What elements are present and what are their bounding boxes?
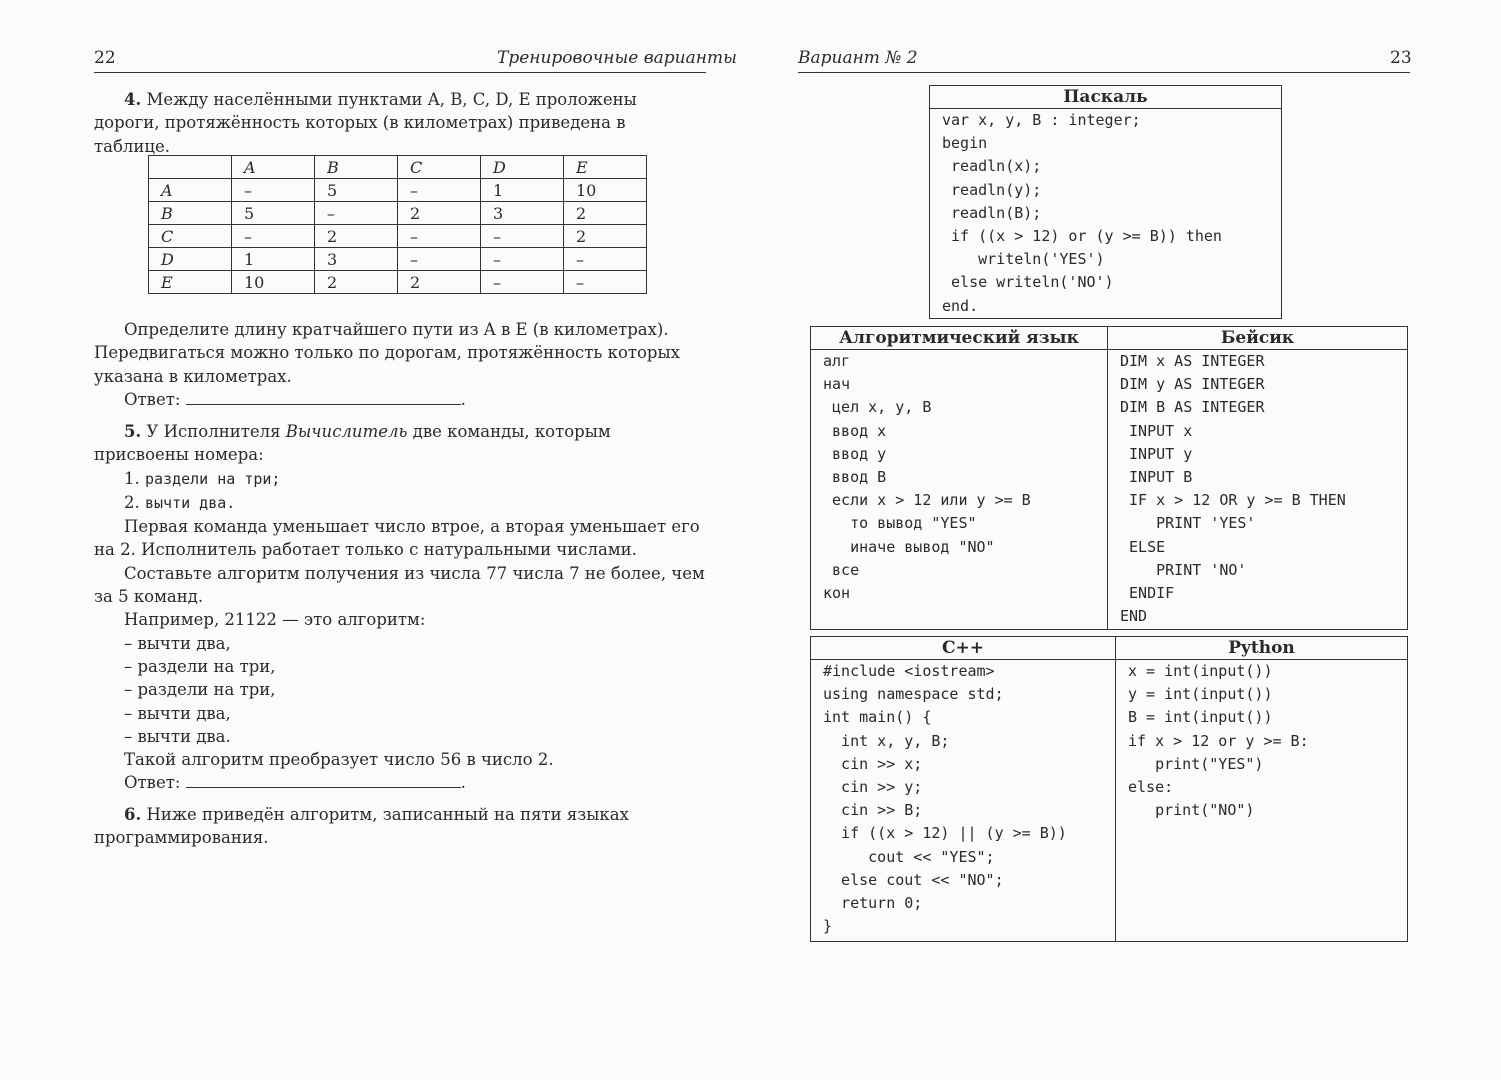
basic-column (1108, 327, 1407, 628)
table-row (149, 271, 647, 294)
running-head-left: Тренировочные варианты (497, 48, 737, 68)
pascal-code: var x, y, B : integer; begin readln(x); readln(y); readln(B); if ((x > 12) or (y >= B)) then writeln('YES') else writeln('NO') end. (942, 111, 1222, 315)
table-cell: 10 (232, 271, 315, 294)
right-page (750, 0, 1501, 1080)
task5-example: Например, 21122 — это алгоритм: (124, 610, 426, 630)
task4-question: Определите длину кратчайшего пути из A в E (в километрах). Передвигаться можно только по дорогам, протяжённость которых указана в километрах. Ответ: . (94, 318, 706, 411)
cpp-python-box (810, 636, 1408, 942)
page-number-left: 22 (94, 48, 116, 68)
table-cell: – (481, 271, 564, 294)
table-header-cell (149, 156, 232, 179)
table-row (149, 202, 647, 225)
task4-intro-text: Между населёнными пунктами A, B, C, D, E проложены дороги, протяжённость которых (в километрах) приведена в таблице. (94, 90, 637, 156)
table-cell: 2 (398, 202, 481, 225)
table-row (149, 225, 647, 248)
algorithmic-column (811, 327, 1107, 605)
algo-basic-box (810, 326, 1408, 630)
table-row (149, 179, 647, 202)
distance-table (148, 155, 647, 294)
pascal-box (929, 85, 1282, 319)
task5-answer-field[interactable] (186, 773, 461, 788)
table-cell: 2 (564, 202, 647, 225)
cpp-code: #include <iostream> using namespace std; int main() { int x, y, B; cin >> x; cin >> y; cin >> B; if ((x > 12) || (y >= B)) cout << "YES"; else cout << "NO"; return 0; } (823, 662, 1067, 936)
python-title: Python (1116, 637, 1407, 660)
table-header-cell: E (564, 156, 647, 179)
task4-answer-label: Ответ: (124, 389, 181, 409)
table-cell: 2 (398, 271, 481, 294)
table-cell: – (564, 271, 647, 294)
page-number-right: 23 (1390, 48, 1412, 68)
table-cell: – (232, 225, 315, 248)
basic-code: DIM x AS INTEGER DIM y AS INTEGER DIM B AS INTEGER INPUT x INPUT y INPUT B IF x > 12 OR y >= B THEN PRINT 'YES' ELSE PRINT 'NO' ENDIF END (1120, 352, 1346, 626)
task5-number: 5. (124, 422, 142, 441)
table-cell: – (481, 225, 564, 248)
step-item: – вычти два, (124, 633, 231, 653)
header-rule-right (798, 72, 1410, 73)
table-cell: C (149, 225, 232, 248)
algorithmic-title: Алгоритмический язык (811, 327, 1107, 350)
task4-number: 4. (124, 90, 142, 109)
cpp-title: C++ (811, 637, 1115, 660)
table-cell: 3 (481, 202, 564, 225)
table-cell: A (149, 179, 232, 202)
task5-intro-b: две команды, которым присвоены номера: (94, 422, 611, 465)
table-cell: 1 (481, 179, 564, 202)
task5-task: Составьте алгоритм получения из числа 77 числа 7 не более, чем за 5 команд. (94, 563, 705, 607)
cmd2: вычти два. (145, 493, 236, 512)
table-cell: – (232, 179, 315, 202)
table-cell: 5 (315, 179, 398, 202)
task5-answer-label: Ответ: (124, 773, 181, 793)
table-cell: 10 (564, 179, 647, 202)
step-item: – вычти два. (124, 726, 231, 746)
table-header-cell: C (398, 156, 481, 179)
task6-text: Ниже приведён алгоритм, записанный на пяти языках программирования. (94, 805, 629, 848)
table-cell: – (398, 179, 481, 202)
task6 (94, 803, 706, 850)
step-item: – раздели на три, (124, 680, 276, 700)
task5-intro-a: У Исполнителя (146, 422, 286, 441)
step-item: – раздели на три, (124, 656, 276, 676)
table-cell: D (149, 248, 232, 271)
cpp-column (811, 637, 1115, 938)
step-item: – вычти два, (124, 703, 231, 723)
task5: 5. У Исполнителя Вычислитель две команды, которым присвоены номера: 1. раздели на три; 2. вычти два. Первая команда уменьшает число втрое, а вторая уменьшает его на 2. Исполнитель работает только с натуральными числами. Составьте алгоритм получения из числа 77 числа 7 не более, чем за 5 команд. Например, 21122 — это алгоритм: – вычти два, – раздели на три, – раздели на три, – вычти два, – вычти два. Такой алгоритм преобразует число 56 в число 2. Ответ: . (94, 422, 705, 793)
table-cell: – (398, 248, 481, 271)
python-code: x = int(input()) y = int(input()) B = int(input()) if x > 12 or y >= B: print("YES") else: print("NO") (1128, 662, 1309, 820)
cmd1: раздели на три; (145, 469, 281, 488)
table-cell: 5 (232, 202, 315, 225)
table-cell: E (149, 271, 232, 294)
table-header-row (149, 156, 647, 179)
table-cell: – (315, 202, 398, 225)
table-cell: 2 (315, 271, 398, 294)
task6-number: 6. (124, 805, 142, 824)
table-cell: 1 (232, 248, 315, 271)
table-cell: B (149, 202, 232, 225)
basic-title: Бейсик (1108, 327, 1407, 350)
python-column (1116, 637, 1407, 822)
cmd1-num: 1. (124, 468, 140, 488)
table-cell: 3 (315, 248, 398, 271)
pascal-title: Паскаль (930, 86, 1281, 109)
cmd2-num: 2. (124, 492, 140, 512)
table-cell: – (481, 248, 564, 271)
task5-desc: Первая команда уменьшает число втрое, а вторая уменьшает его на 2. Исполнитель работает только с натуральными числами. (94, 517, 700, 560)
task5-conclusion: Такой алгоритм преобразует число 56 в число 2. (124, 750, 554, 770)
header-rule-left (94, 72, 706, 73)
table-header-cell: A (232, 156, 315, 179)
task4-intro (94, 88, 706, 158)
task4-answer-field[interactable] (186, 390, 461, 405)
table-cell: 2 (564, 225, 647, 248)
algorithmic-code: алг нач цел x, y, B ввод x ввод y ввод B если x > 12 или y >= B то вывод "YES" иначе вывод "NO" все кон (823, 352, 1031, 603)
table-cell: – (398, 225, 481, 248)
executor-name: Вычислитель (285, 422, 408, 441)
table-cell: 2 (315, 225, 398, 248)
task4-question-text: Определите длину кратчайшего пути из A в E (в километрах). Передвигаться можно только по дорогам, протяжённость которых указана в километрах. (94, 320, 680, 386)
left-page (0, 0, 750, 1080)
table-row (149, 248, 647, 271)
running-head-right: Вариант № 2 (798, 48, 918, 68)
table-cell: – (564, 248, 647, 271)
table-header-cell: D (481, 156, 564, 179)
table-header-cell: B (315, 156, 398, 179)
